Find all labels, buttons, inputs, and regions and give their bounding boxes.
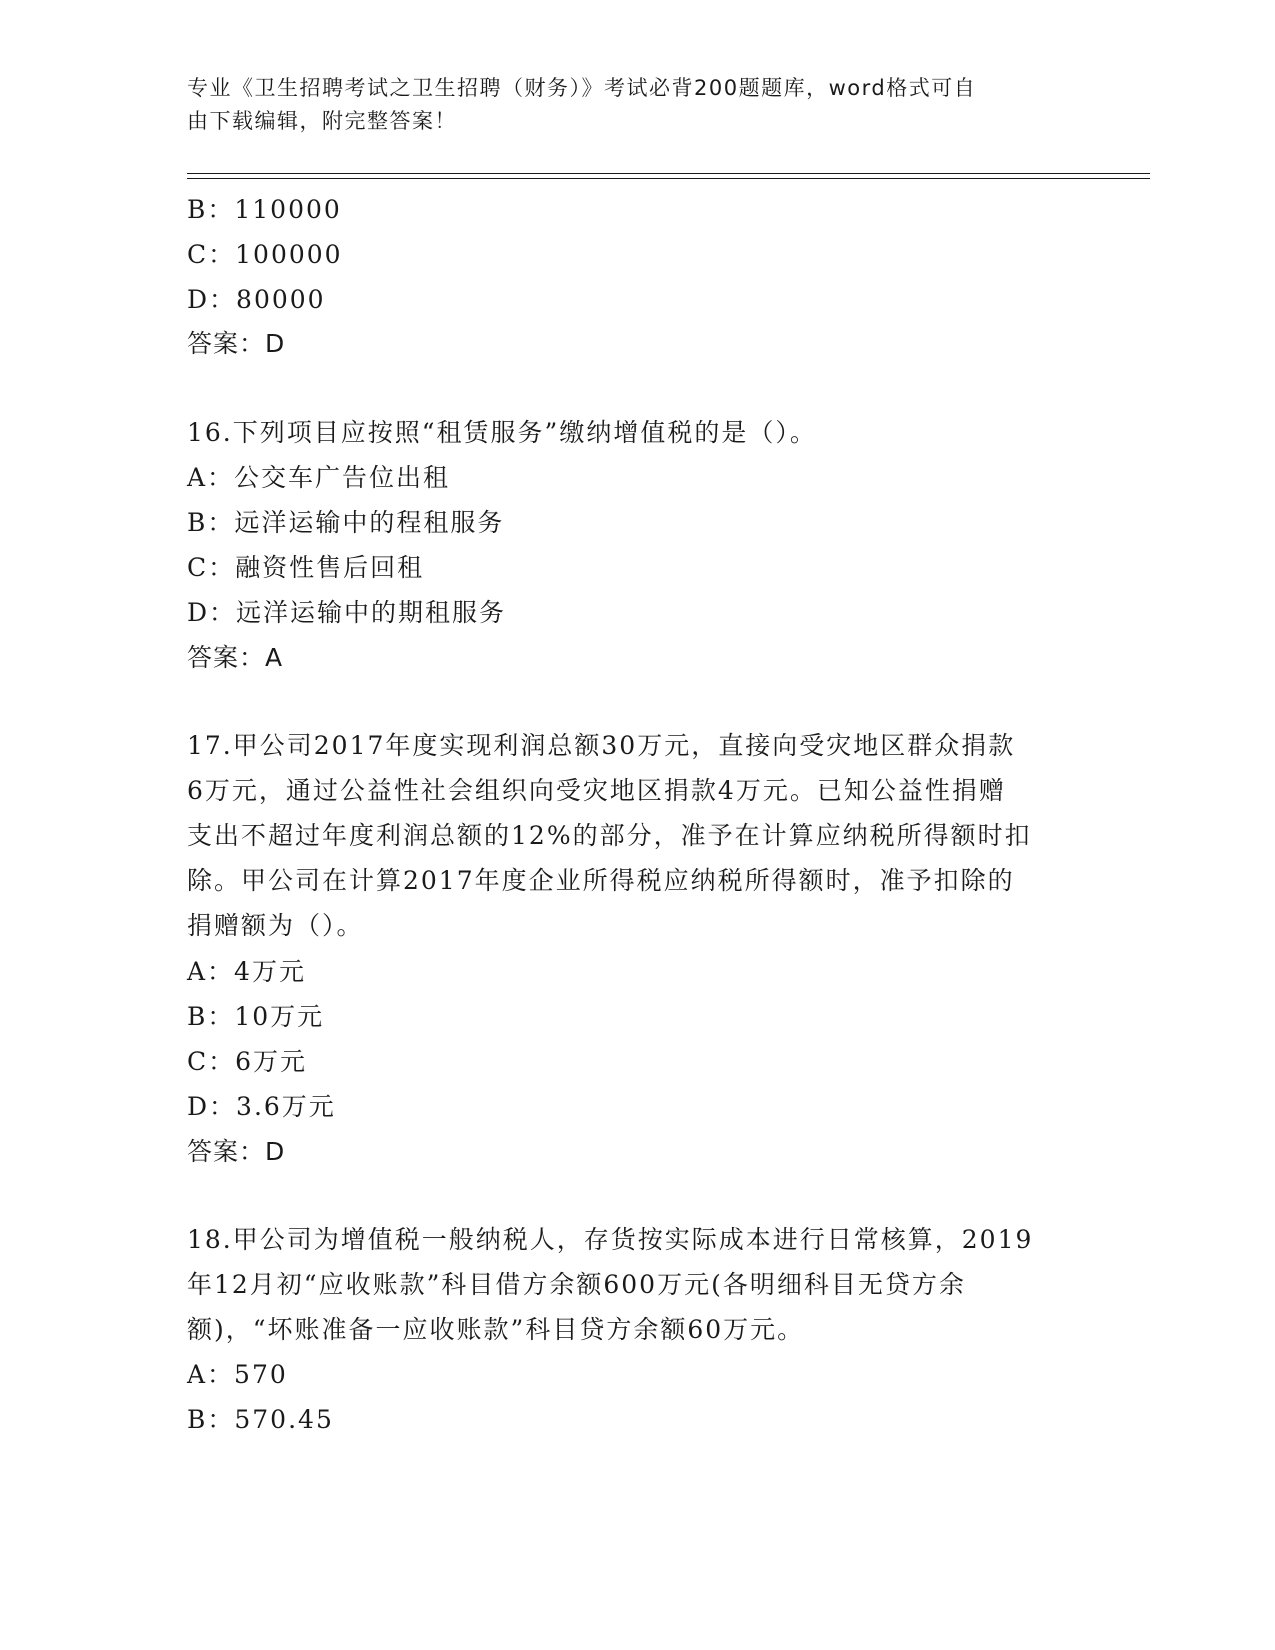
- option-b: B：10万元: [187, 1002, 325, 1031]
- option-a: A：4万元: [187, 957, 306, 986]
- answer: 答案：A: [187, 643, 284, 672]
- answer: 答案：D: [187, 329, 286, 358]
- option-c: C：6万元: [187, 1047, 308, 1076]
- question-stem-line: 支出不超过年度利润总额的12%的部分，准予在计算应纳税所得额时扣: [187, 821, 1032, 850]
- question-stem-line: 额)，“坏账准备一应收账款”科目贷方余额60万元。: [187, 1315, 805, 1344]
- question-stem-line: 18.甲公司为增值税一般纳税人，存货按实际成本进行日常核算，2019: [187, 1225, 1034, 1254]
- option-d: D：3.6万元: [187, 1092, 336, 1121]
- option-b: B：570.45: [187, 1405, 334, 1434]
- question-stem-line: 6万元，通过公益性社会组织向受灾地区捐款4万元。已知公益性捐赠: [187, 776, 1006, 805]
- option-b: B：110000: [187, 195, 342, 224]
- question-stem-line: 年12月初“应收账款”科目借方余额600万元(各明细科目无贷方余: [187, 1270, 966, 1299]
- option-b: B：远洋运输中的程租服务: [187, 508, 505, 537]
- option-a: A：公交车广告位出租: [187, 463, 451, 492]
- header-title-line-2: 由下载编辑，附完整答案！: [187, 109, 457, 133]
- option-d: D：80000: [187, 285, 326, 314]
- option-a: A：570: [187, 1360, 288, 1389]
- answer: 答案：D: [187, 1137, 286, 1166]
- option-d: D：远洋运输中的期租服务: [187, 598, 507, 627]
- header-title-line-1: 专业《卫生招聘考试之卫生招聘（财务）》考试必背200题题库，word格式可自: [187, 76, 977, 100]
- question-stem: 16.下列项目应按照“租赁服务”缴纳增值税的是（）。: [187, 418, 817, 447]
- question-stem-line: 17.甲公司2017年度实现利润总额30万元，直接向受灾地区群众捐款: [187, 731, 1016, 760]
- option-c: C：融资性售后回租: [187, 553, 425, 582]
- option-c: C：100000: [187, 240, 343, 269]
- question-stem-line: 捐赠额为（）。: [187, 911, 364, 940]
- header-divider-top: [187, 173, 1150, 174]
- question-stem-line: 除。甲公司在计算2017年度企业所得税应纳税所得额时，准予扣除的: [187, 866, 1015, 895]
- header-divider-bottom: [187, 178, 1150, 179]
